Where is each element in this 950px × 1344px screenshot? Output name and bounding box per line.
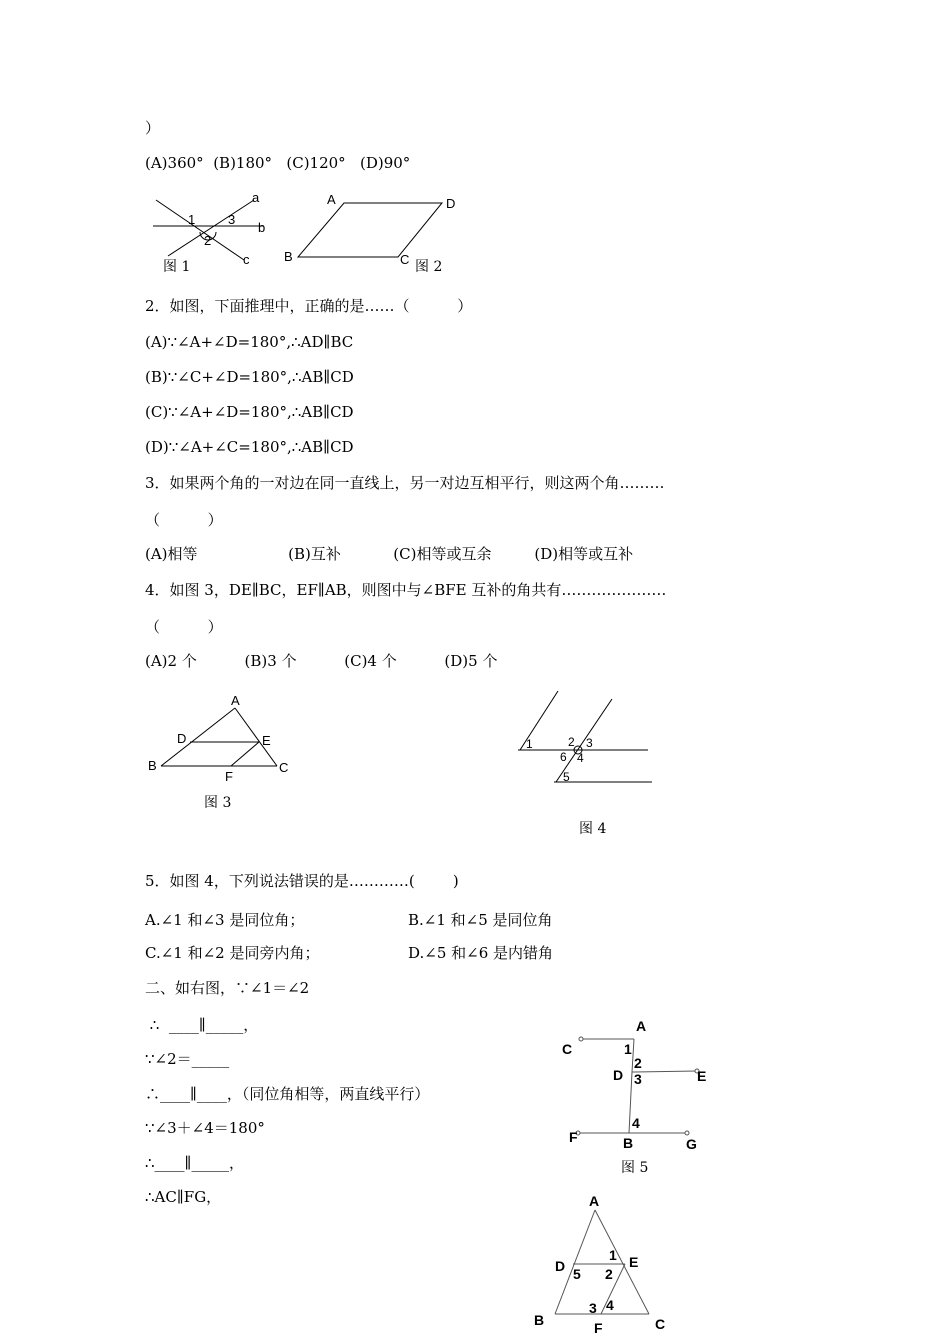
fig1-label: b	[258, 220, 266, 235]
q5-stem: 5．如图 4，下列说法错误的是…………( )	[145, 872, 459, 890]
fig3-label: D	[177, 731, 187, 746]
fig5-label: 3	[634, 1071, 642, 1087]
fig4-label: 4	[577, 751, 584, 765]
figure-4	[510, 685, 660, 795]
fig2-label: B	[284, 249, 293, 264]
q1-options: (A)360° (B)180° (C)120° (D)90°	[145, 154, 411, 172]
q3-options: (A)相等 (B)互补 (C)相等或互余 (D)相等或互补	[145, 545, 634, 563]
fig1-label: 2	[204, 233, 212, 248]
fig3-label: C	[279, 760, 289, 775]
fig5-label: G	[686, 1136, 697, 1152]
fig5-label: F	[569, 1129, 578, 1145]
figure-1-caption: 图 1	[163, 259, 191, 275]
fig5-label: 4	[632, 1115, 640, 1131]
q2-option-a: (A)∵∠A+∠D=180°,∴AD∥BC	[145, 333, 354, 351]
q2-option-c: (C)∵∠A+∠D=180°,∴AB∥CD	[145, 403, 354, 421]
section2-line: ∴AC∥FG，	[145, 1188, 222, 1206]
section2-line: ∴ ____∥_____，	[145, 1016, 259, 1034]
fig6-label: F	[594, 1320, 603, 1336]
q4-paren: （ ）	[145, 618, 223, 636]
fig5-label: 1	[624, 1041, 632, 1057]
q5-option-d: D.∠5 和∠6 是内错角	[408, 944, 554, 962]
text-line: ）	[145, 119, 161, 137]
q4-options: (A)2 个 (B)3 个 (C)4 个 (D)5 个	[145, 652, 498, 670]
fig5-label: A	[636, 1018, 647, 1034]
fig6-label: E	[629, 1254, 639, 1270]
fig3-label: A	[231, 693, 240, 708]
fig1-label: a	[252, 190, 260, 205]
fig4-label: 2	[568, 735, 575, 749]
fig6-label: 3	[589, 1300, 597, 1316]
section2-line: ∵∠3＋∠4＝180°	[145, 1119, 265, 1137]
q4-stem: 4．如图 3，DE∥BC，EF∥AB，则图中与∠BFE 互补的角共有…………………	[145, 581, 667, 599]
fig6-label: C	[655, 1316, 666, 1332]
q3-paren: （ ）	[145, 511, 223, 529]
fig6-label: 1	[609, 1247, 617, 1263]
figure-3-caption: 图 3	[204, 795, 232, 811]
figure-5	[560, 1015, 710, 1155]
q5-option-c: C.∠1 和∠2 是同旁内角；	[145, 944, 320, 962]
fig6-label: B	[534, 1312, 545, 1328]
q5-option-b: B.∠1 和∠5 是同位角	[408, 911, 553, 929]
fig6-label: A	[589, 1193, 600, 1209]
fig6-label: D	[555, 1258, 566, 1274]
fig2-label: C	[400, 252, 410, 267]
fig4-label: 6	[560, 750, 567, 764]
figure-5-caption: 图 5	[621, 1160, 649, 1176]
fig5-label: C	[562, 1041, 573, 1057]
fig3-label: B	[148, 758, 157, 773]
fig5-label: E	[697, 1068, 707, 1084]
section2-line: ∵∠2＝_____	[145, 1050, 230, 1068]
fig4-label: 5	[563, 770, 570, 784]
fig1-label: 3	[228, 212, 236, 227]
q5-option-a: A.∠1 和∠3 是同位角；	[145, 911, 305, 929]
q2-stem: 2．如图，下面推理中，正确的是……（ ）	[145, 297, 473, 315]
fig6-label: 4	[606, 1297, 614, 1313]
section2-line: ∴____∥____，（同位角相等，两直线平行）	[145, 1085, 430, 1103]
section2-line: ∴____∥_____，	[145, 1154, 244, 1172]
figure-4-caption: 图 4	[579, 821, 607, 837]
figure-6	[525, 1188, 675, 1338]
fig4-label: 3	[586, 736, 593, 750]
fig6-label: 2	[605, 1266, 613, 1282]
fig1-label: 1	[188, 212, 196, 227]
q2-option-b: (B)∵∠C+∠D=180°,∴AB∥CD	[145, 368, 354, 386]
fig3-label: F	[225, 769, 233, 784]
fig5-label: B	[623, 1135, 634, 1151]
q2-option-d: (D)∵∠A+∠C=180°,∴AB∥CD	[145, 438, 354, 456]
fig2-label: A	[327, 192, 336, 207]
figure-2-caption: 图 2	[415, 259, 443, 275]
fig5-label: D	[613, 1067, 624, 1083]
fig6-label: 5	[573, 1266, 581, 1282]
fig3-label: E	[262, 733, 271, 748]
fig2-label: D	[446, 196, 456, 211]
fig4-label: 1	[526, 737, 533, 751]
section2-title: 二、如右图，∵∠1＝∠2	[145, 979, 310, 997]
q3-stem: 3．如果两个角的一对边在同一直线上，另一对边互相平行，则这两个角………	[145, 474, 665, 492]
fig5-label: 2	[634, 1055, 642, 1071]
figure-3	[145, 690, 295, 785]
fig1-label: c	[243, 252, 250, 267]
